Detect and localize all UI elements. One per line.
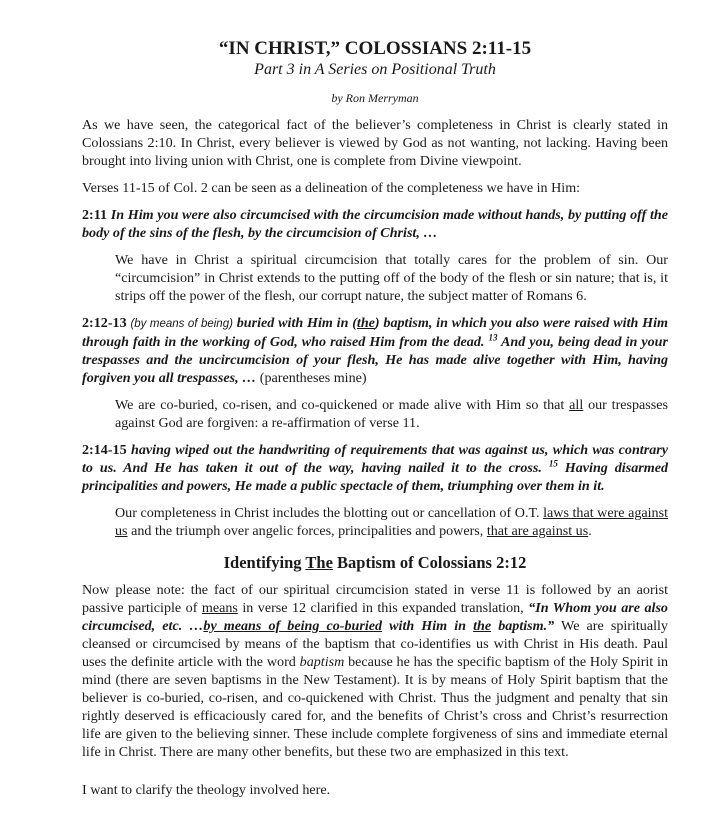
verse-text: In Him you were also circumcised with the circumcision made without hands, by putting off the body of the sins of the flesh, by the circumcision of Christ, …	[82, 207, 668, 241]
verse-2-12-comment	[115, 396, 668, 432]
para-text-3: We are spiritually cleansed or circumcised by means of the baptism that co-identifies us with Christ in His death. Paul uses the definite article with the word	[82, 618, 668, 670]
verse-text-a: buried with Him in (	[236, 315, 357, 331]
quote-underlined: by means of being co-buried	[203, 618, 383, 634]
verse-ref: 2:11	[82, 207, 108, 223]
comment-text-b: and the triumph over angelic forces, principalities and powers,	[131, 523, 484, 539]
comment-text-a: We are co-buried, co-risen, and co-quickened or made alive with Him so that	[115, 397, 565, 413]
document-page	[82, 38, 668, 799]
verse-text-b: ) baptism, in which you also were raised with Him through faith in the working of God, who raised Him from the dead.	[82, 315, 668, 350]
verse-text-c: And you, being dead in your trespasses and the uncircumcision of your flesh, He has made alive together with Him, having forgiven you all trespasses, …	[82, 334, 668, 386]
verse-text-a: having wiped out the handwriting of requirements that was against us, which was contrary to us. And He has taken it out of the way, having nailed it to the cross.	[82, 442, 668, 476]
para-text-1: Now please note: the fact of our spiritual circumcision stated in verse 11 is followed by an aorist passive participle of	[82, 582, 668, 616]
quote-the-underlined: the	[473, 618, 492, 634]
quote-part-a: “In Whom you are also circumcised, etc. …	[82, 600, 668, 634]
comment-text-c: .	[588, 523, 592, 539]
comment-underlined-1: laws that were against us	[115, 505, 669, 539]
verse-2-14-comment	[115, 504, 668, 540]
verse-2-11-comment: We have in Christ a spiritual circumcision that totally cares for the problem of sin. Our “circumcision” in Christ extends to the putting off of the body of the flesh or sin nature; that is, it strips off the power of the flesh, our corrupt nature, the subject matter of Romans 6.	[115, 252, 668, 304]
page-subtitle: Part 3 in A Series on Positional Truth	[254, 61, 496, 78]
verse-2-11	[82, 206, 668, 242]
closing-line: I want to clarify the theology involved here.	[82, 782, 331, 798]
verses-intro-paragraph: Verses 11-15 of Col. 2 can be seen as a delineation of the completeness we have in Him:	[82, 180, 581, 196]
verse-note: (parentheses mine)	[259, 370, 367, 386]
means-underlined: means	[201, 600, 238, 616]
heading-part-b: Baptism of Colossians 2:12	[337, 553, 527, 572]
verse-the-underlined: the	[356, 315, 375, 331]
author-byline: by Ron Merryman	[331, 91, 419, 105]
section-paragraph	[82, 581, 668, 761]
quote-part-b: with Him in	[389, 618, 466, 634]
verse-number-13: 13	[488, 332, 498, 343]
verse-2-14-15	[82, 441, 668, 495]
heading-part-a: Identifying	[223, 553, 302, 572]
section-heading	[82, 553, 668, 573]
verse-ref: 2:14-15	[82, 442, 127, 458]
quote-part-c: baptism.”	[498, 618, 555, 634]
comment-text-b: our trespasses against God are forgiven: a re-affirmation of verse 11.	[115, 397, 669, 431]
comment-underlined-2: that are against us	[486, 523, 589, 539]
comment-all-underlined: all	[569, 397, 584, 413]
intro-paragraph: As we have seen, the categorical fact of the believer’s completeness in Christ is clearly stated in Colossians 2:10. In Christ, every believer is viewed by God as not wanting, not lacking. Having been brought into living union with Christ, one is complete from Divine viewpoint.	[82, 117, 668, 169]
comment-text-a: Our completeness in Christ includes the blotting out or cancellation of O.T.	[115, 505, 540, 521]
verse-paren-note: (by means of being)	[130, 318, 233, 330]
para-text-2: in verse 12 clarified in this expanded translation,	[242, 600, 524, 616]
verse-number-15: 15	[548, 458, 558, 469]
page-title: “IN CHRIST,” COLOSSIANS 2:11-15	[218, 38, 532, 59]
baptism-italic: baptism	[299, 654, 345, 670]
verse-text-b: Having disarmed principalities and powers, He made a public spectacle of them, triumphing over them in it.	[82, 460, 668, 494]
verse-ref: 2:12-13	[82, 315, 127, 331]
heading-the-underlined: The	[305, 553, 333, 572]
para-text-4: because he has the specific baptism of the Holy Spirit in mind (there are seven baptisms in the New Testament). It is by means of Holy Spirit baptism that the believer is co-buried, co-risen, and co-quickened with Christ. Thus the judgment and penalty that sin rightly deserved is efficaciously cared for, and the benefits of Christ’s cross and Christ’s resurrection life are given to the believing sinner. These include complete forgiveness of sins and immediate eternal life in Christ. There are many other benefits, but these two are emphasized in this text.	[82, 654, 668, 760]
verse-2-12-13	[82, 314, 668, 387]
